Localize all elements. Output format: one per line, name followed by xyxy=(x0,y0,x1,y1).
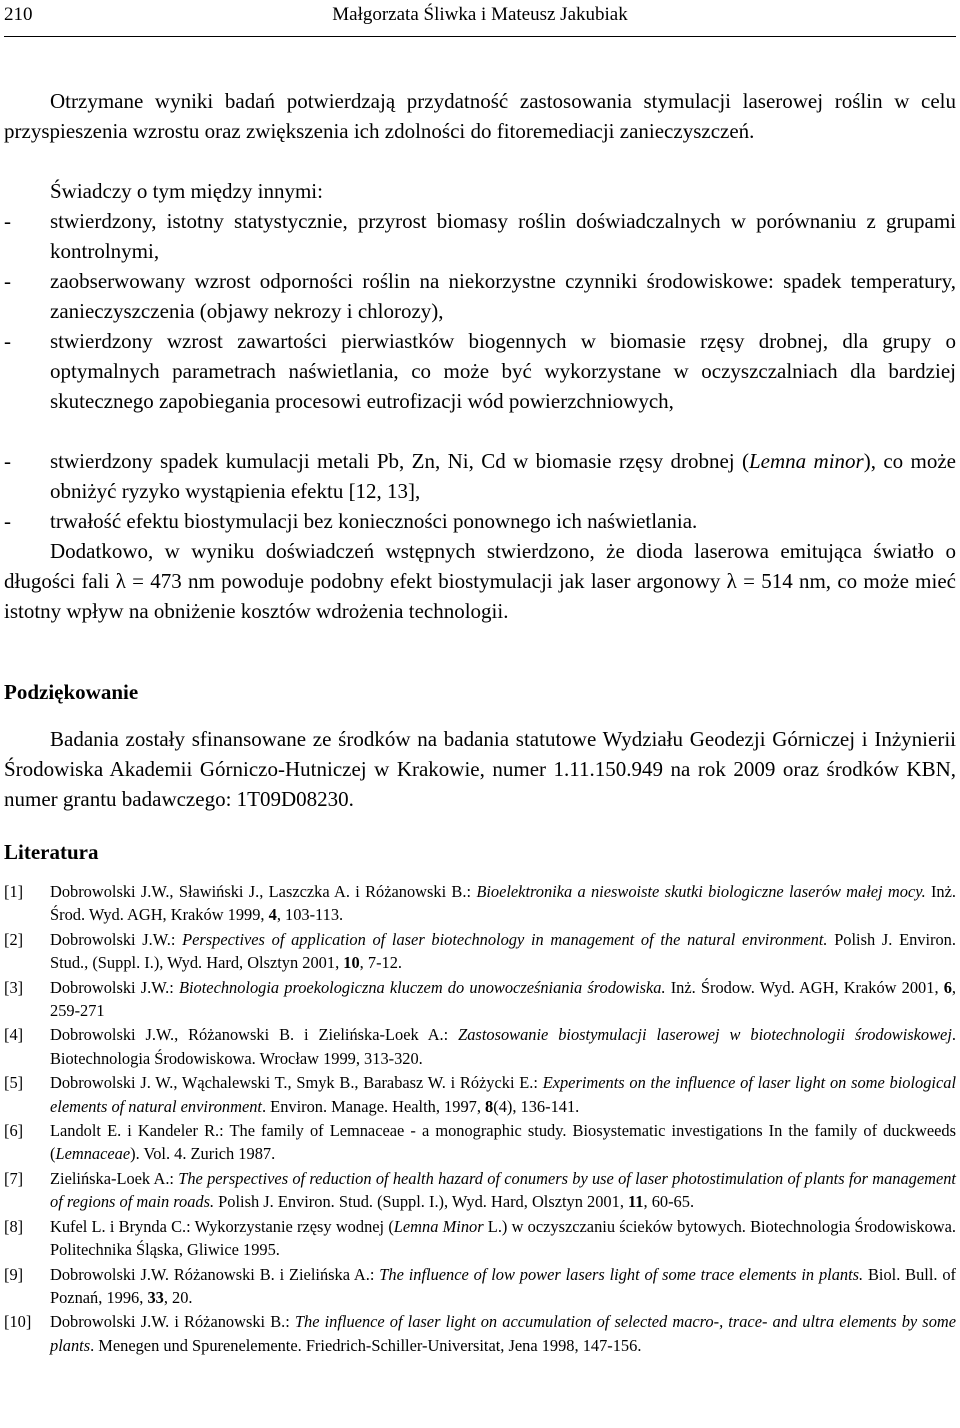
running-header xyxy=(4,4,956,30)
reference-item: [4] Dobrowolski J.W., Różanowski B. i Zielińska-Loek A.: Zastosowanie biostymulacji laserowej w biotechnologii środowiskowej. Biotechnologia Środowiskowa. Wrocław 1999, 313-320. xyxy=(4,1025,956,1068)
reference-list xyxy=(4,880,956,1358)
reference-item: [2] Dobrowolski J.W.: Perspectives of application of laser biotechnology in management of the natural environment. Polish J. Environ. Stud., (Suppl. I.), Wyd. Hard, Olsztyn 2001, 10, 7-12. xyxy=(4,929,956,973)
finding-item-2: - zaobserwowany wzrost odporności roślin na niekorzystne czynniki środowiskowe: spadek temperatury, zanieczyszczenia (objawy nekrozy i chlorozy), xyxy=(4,269,956,323)
findings-intro: Świadczy o tym między innymi: xyxy=(50,179,323,203)
reference-item: [5] Dobrowolski J. W., Wąchalewski T., Smyk B., Barabasz W. i Różycki E.: Experiments on the influence of laser light on some biological elements of natural environment. Environ. Manage. Health, 1997, 8(4), 136-141. xyxy=(4,1073,957,1116)
reference-item: [1] Dobrowolski J.W., Sławiński J., Laszczka A. i Różanowski B.: Bioelektronika a nieswoiste skutki biologiczne laserów małej mocy. Inż. Środ. Wyd. AGH, Kraków 1999, 4, 103-113. xyxy=(4,882,956,925)
running-authors: Małgorzata Śliwka i Mateusz Jakubiak xyxy=(332,4,628,25)
header-rule xyxy=(4,36,956,37)
reference-item: [9] Dobrowolski J.W. Różanowski B. i Zielińska A.: The influence of low power lasers light of some trace elements in plants. Biol. Bull. of Poznań, 1996, 33, 20. xyxy=(4,1264,956,1307)
reference-item: [10] Dobrowolski J.W. i Różanowski B.: The influence of laser light on accumulation of selected macro-, trace- and ultra elements by some plants. Menegen und Spurenelemente. Friedrich-Schiller-Universitat, Jena 1998, 147-156. xyxy=(4,1312,956,1355)
reference-item: [7] Zielińska-Loek A.: The perspectives of reduction of health hazard of conumers by use of laser photostimulation of plants for management of regions of main roads. Polish J. Environ. Stud. (Suppl. I.), Wyd. Hard, Olsztyn 2001, 11, 60-65. xyxy=(4,1168,956,1212)
references-heading: Literatura xyxy=(4,840,99,864)
page-number: 210 xyxy=(4,4,33,25)
additional-paragraph: Dodatkowo, w wyniku doświadczeń wstępnych stwierdzono, że dioda laserowa emitująca światło o długości fali λ = 473 nm powoduje podobny efekt biostymulacji jak laser argonowy λ = 514 nm, co może mieć istotny wpływ na obniżenie kosztów wdrożenia technologii. xyxy=(4,539,956,623)
finding-item-5: - trwałość efektu biostymulacji bez konieczności ponownego ich naświetlania. xyxy=(4,509,698,533)
acknowledgements-heading: Podziękowanie xyxy=(4,680,139,704)
reference-item: [8] Kufel L. i Brynda C.: Wykorzystanie rzęsy wodnej (Lemna Minor L.) w oczyszczaniu ścieków bytowych. Biotechnologia Środowiskowa. Politechnika Śląska, Gliwice 1995. xyxy=(4,1216,956,1260)
reference-item: [6] Landolt E. i Kandeler R.: The family of Lemnaceae - a monographic study. Biosystematic investigations In the family of duckweeds (Lemnaceae). Vol. 4. Zurich 1987. xyxy=(4,1121,956,1164)
reference-item: [3] Dobrowolski J.W.: Biotechnologia proekologiczna kluczem do unowocześniania środowiska. Inż. Środow. Wyd. AGH, Kraków 2001, 6, 259-271 xyxy=(4,977,956,1021)
conclusion-paragraph: Otrzymane wyniki badań potwierdzają przydatność zastosowania stymulacji laserowej roślin w celu przyspieszenia wzrostu oraz zwiększenia ich zdolności do fitoremediacji zanieczyszczeń. xyxy=(4,89,956,143)
finding-item-3: - stwierdzony wzrost zawartości pierwiastków biogennych w biomasie rzęsy drobnej, dla grupy o optymalnych parametrach naświetlania, co może być wykorzystane w oczyszczalniach dla bardziej skutecznego zapobiegania procesowi eutrofizacji wód powierzchniowych, xyxy=(4,329,956,413)
finding-item-1: - stwierdzony, istotny statystycznie, przyrost biomasy roślin doświadczalnych w porównaniu z grupami kontrolnymi, xyxy=(4,209,956,263)
finding-item-4: - stwierdzony spadek kumulacji metali Pb, Zn, Ni, Cd w biomasie rzęsy drobnej (Lemna minor), co może obniżyć ryzyko wystąpienia efektu [12, 13], xyxy=(4,449,956,503)
acknowledgements-paragraph: Badania zostały sfinansowane ze środków na badania statutowe Wydziału Geodezji Górniczej i Inżynierii Środowiska Akademii Górniczo-Hutniczej w Krakowie, numer 1.11.150.949 na rok 2009 oraz środków KBN, numer grantu badawczego: 1T09D08230. xyxy=(4,727,956,811)
